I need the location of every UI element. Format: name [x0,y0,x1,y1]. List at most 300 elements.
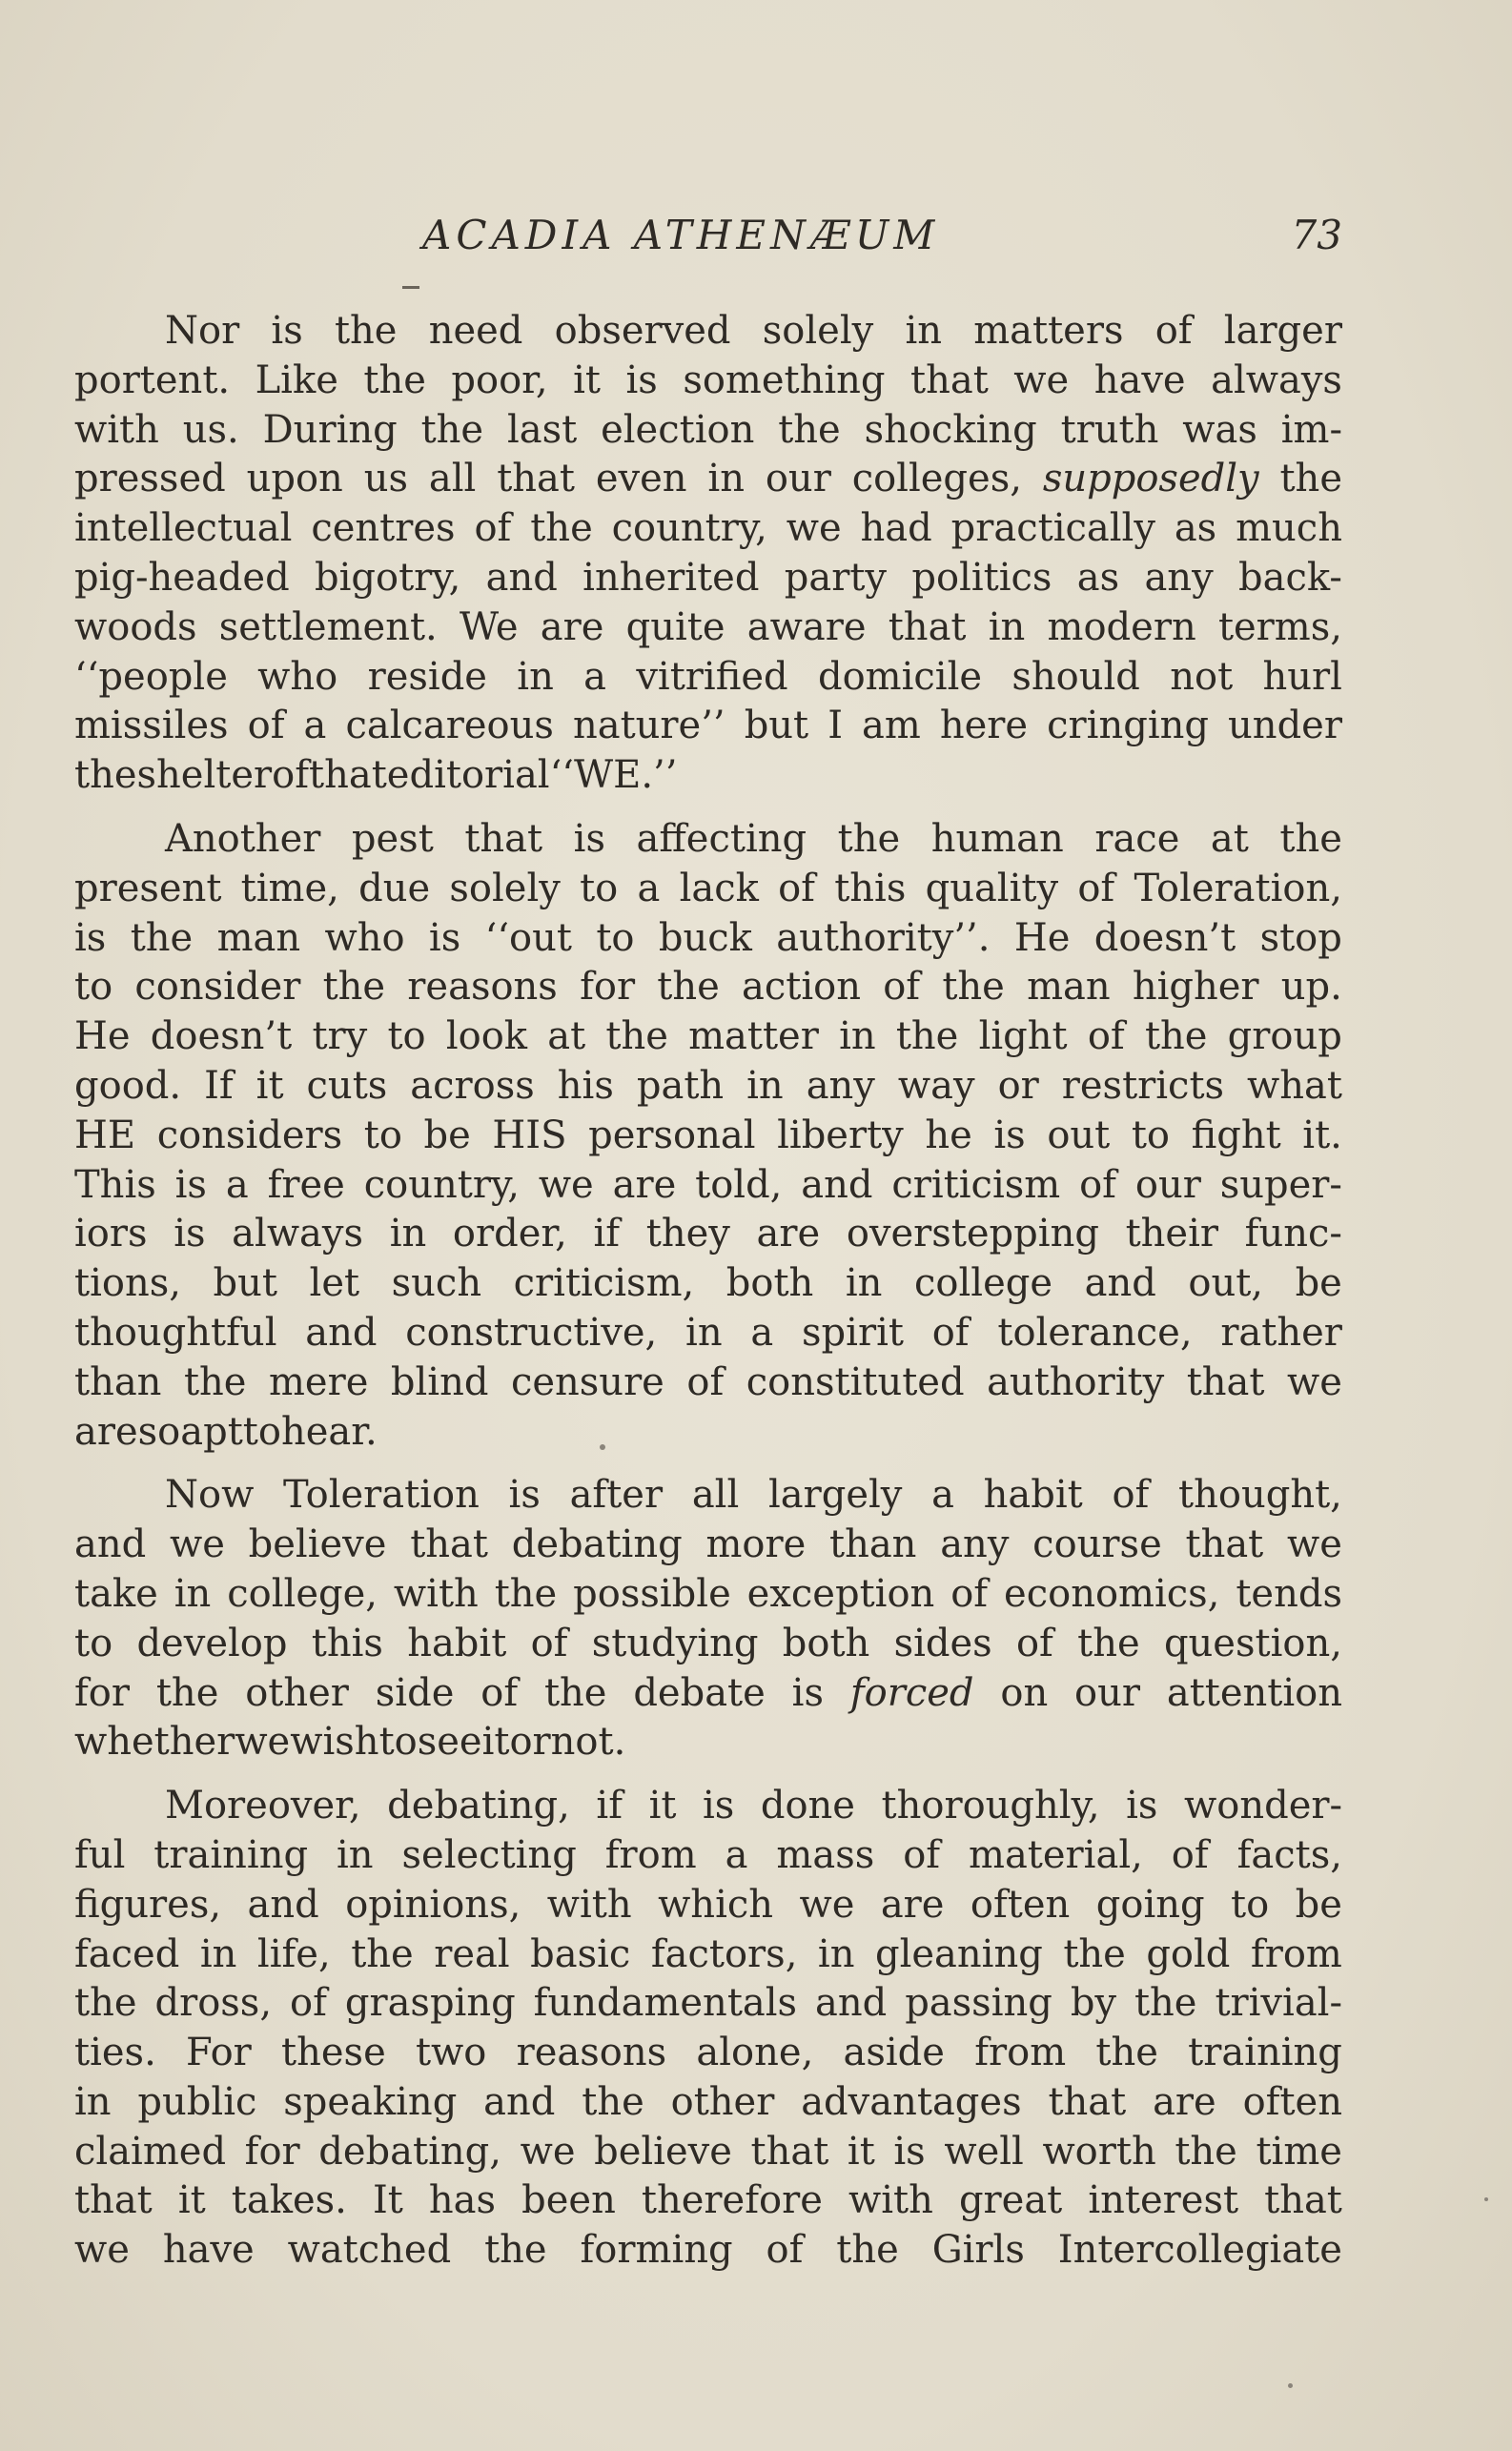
text-line [74,1012,1342,1062]
word: always [1211,357,1342,402]
word: it. [1302,1113,1342,1157]
word: look [445,1014,528,1059]
word: to [378,1720,418,1765]
word: college [914,1261,1053,1306]
word: of [1112,1473,1150,1518]
word: what [1247,1063,1342,1108]
word: the [420,407,484,452]
word: to [1131,1113,1170,1157]
text-line [74,2226,1342,2276]
word: the [322,965,386,1010]
word: and [247,1882,319,1927]
word: tolerance, [997,1310,1193,1355]
word: due [358,866,431,910]
word: of [1015,1621,1053,1665]
word: course [1032,1522,1162,1567]
text-line [74,702,1342,751]
word: reside [367,654,487,699]
word: He [1013,915,1071,960]
text-line [74,2029,1342,2078]
ink-speck [1484,2197,1488,2201]
word: of [1079,1162,1116,1207]
word: more [705,1522,807,1567]
word: cringing [1047,704,1209,748]
word: in [905,309,942,353]
word: something [683,357,886,402]
word: but [213,1261,277,1306]
word: Like [255,357,338,402]
word: is [993,1113,1026,1157]
word: not [1170,654,1234,699]
word: rather [1220,1310,1342,1355]
word: way [897,1063,975,1108]
word: a [303,704,327,748]
word: politics [911,555,1052,600]
word: apt [180,1409,243,1454]
word: super- [1219,1162,1342,1207]
word: pressed [74,457,226,501]
word: thoroughly, [881,1784,1100,1828]
word: factors, [650,1931,798,1976]
word: in [74,2079,112,2124]
word: the [1077,1621,1140,1665]
word: gleaning [874,1931,1043,1976]
word: are [74,1409,138,1454]
word: that [74,2178,153,2223]
text-line [74,1112,1342,1161]
word: personal [588,1113,756,1157]
word: a [637,866,661,910]
text-line [74,653,1342,703]
word: was [1182,407,1257,452]
word: from [604,1832,697,1877]
word: the [484,2228,547,2273]
word: intellectual [74,506,293,551]
word: cuts [306,1063,388,1108]
word: the [778,407,841,452]
word: should [1011,654,1140,699]
word: basic [530,1931,631,1976]
word: habit [407,1621,507,1665]
word: the [155,1670,219,1715]
word: of [1154,309,1193,353]
word: fundamentals [533,1981,798,2026]
word: takes. [231,2178,347,2223]
word: practically [950,506,1155,551]
word: forced [849,1670,974,1715]
word: to [1231,1882,1270,1927]
word: wish [290,1720,379,1765]
word: let [309,1261,360,1306]
word: of [290,1981,327,2026]
word: a [750,1310,774,1355]
word: of [950,1571,989,1616]
page-header [74,212,1342,269]
word: it [255,1063,284,1108]
word: with [393,1571,479,1616]
word: from [974,2031,1067,2075]
word: the [605,1014,668,1059]
word: both [725,1261,814,1306]
word: the [130,915,194,960]
text-line [74,357,1342,406]
word: have [162,2228,255,2273]
word: calcareous [345,704,554,748]
word: our [1134,1162,1201,1207]
word: time, [240,866,339,910]
word: of [1171,1832,1209,1877]
word: for [74,1670,131,1715]
word: our [1074,1670,1141,1715]
word: of [480,1670,519,1715]
word: This [74,1162,156,1207]
word: facts, [1236,1832,1342,1877]
word: vitrified [636,654,788,699]
text-line [74,865,1342,914]
word: in [174,1571,212,1616]
word: with [546,1882,632,1927]
word: supposedly [1042,457,1259,501]
word: the [1279,457,1342,501]
word: are [540,604,604,649]
word: shocking [864,407,1037,452]
word: Toleration [283,1473,480,1518]
text-line [74,1161,1342,1211]
word: we [169,1522,225,1567]
word: pest [351,816,434,861]
word: out [1047,1113,1111,1157]
word: the [363,357,426,402]
word: two [415,2031,487,2075]
word: debating, [318,2129,501,2174]
text-line [74,455,1342,504]
word: action [742,965,861,1010]
word: opinions, [345,1882,521,1927]
word: of [247,704,285,748]
word: even [595,457,687,501]
word: is [174,1162,207,1207]
word: in [817,1931,855,1976]
word: going [1095,1882,1205,1927]
word: upon [246,457,343,501]
word: and [485,555,558,600]
word: he [925,1113,972,1157]
text-line [74,307,1342,357]
paragraph [74,815,1342,1457]
word: consider [134,965,301,1010]
word: to [74,1621,113,1665]
word: college, [227,1571,378,1616]
word: in [845,1261,883,1306]
word: last [506,407,578,452]
word: not. [550,1720,626,1765]
word: a [931,1473,954,1518]
word: constructive, [405,1310,658,1355]
word: is [1126,1784,1158,1828]
word: centres [311,506,456,551]
text-line [74,406,1342,456]
word: modern [1047,604,1196,649]
text-line [74,1358,1342,1408]
body-text [74,307,1342,2290]
word: it [573,357,601,402]
word: country, [611,506,767,551]
word: buck [658,915,752,960]
paragraph [74,1782,1342,2276]
word: our [765,457,831,501]
word: that [1264,2178,1342,2223]
word: Another [165,816,321,861]
text-line [74,603,1342,653]
word: truth [1060,407,1159,452]
word: been [521,2178,616,2223]
word: in [707,457,745,501]
text-line [74,1570,1342,1620]
word: any [1144,555,1214,600]
word: and [815,1981,888,2026]
word: a [583,654,607,699]
word: thought, [1178,1473,1342,1518]
word: his [557,1063,614,1108]
word: stop [1259,915,1342,960]
word: human [930,816,1064,861]
word: out, [1188,1261,1264,1306]
word: He [74,1014,131,1059]
word: authority’’. [776,915,991,960]
word: to [596,915,635,960]
text-line [74,963,1342,1012]
word: criticism, [513,1261,695,1306]
word: bigotry, [315,555,461,600]
word: terms, [1217,604,1342,649]
word: training [1188,2031,1342,2075]
word: hear. [280,1409,378,1454]
word: is [893,2129,926,2174]
word: with [848,2178,933,2223]
word: on [1000,1670,1049,1715]
word: a [225,1162,249,1207]
word: by [1070,1981,1117,2026]
word: matters [973,309,1124,353]
word: is [573,816,605,861]
word: this [834,866,907,910]
word: at [1210,816,1249,861]
word: we [799,1882,855,1927]
word: criticism [891,1162,1061,1207]
word: we [74,2228,130,2273]
word: we [1287,1522,1342,1567]
word: and [305,1310,378,1355]
word: During [262,407,398,452]
word: ties. [74,2031,156,2075]
word: so [137,1409,181,1454]
word: for [580,965,636,1010]
word: of [903,1832,941,1877]
word: ful [74,1832,126,1877]
word: under [1228,704,1342,748]
word: advantages [801,2079,1022,2124]
word: is [702,1784,735,1828]
word: well [944,2129,1024,2174]
text-line [74,1062,1342,1112]
word: the [543,1670,607,1715]
text-line [74,2128,1342,2177]
word: it [481,1720,510,1765]
word: in [517,654,554,699]
word: in [839,1014,876,1059]
word: editorial [386,753,550,798]
running-title: ACADIA ATHENÆUM [422,212,940,258]
word: fight [1191,1113,1281,1157]
word: censure [510,1359,664,1404]
word: grasping [344,1981,516,2026]
text-line [74,1620,1342,1669]
word: inherited [582,555,760,600]
word: done [760,1784,855,1828]
word: selecting [401,1832,577,1877]
word: of [883,965,921,1010]
word: we [1013,357,1070,402]
word: faced [74,1931,180,1976]
word: im- [1280,407,1342,452]
word: question, [1163,1621,1342,1665]
word: that [309,753,387,798]
word: nature’’ [572,704,725,748]
paragraph [74,307,1342,801]
word: in [685,1310,723,1355]
word: shelter [136,753,273,798]
word: is [74,915,107,960]
word: it [648,1784,677,1828]
word: speaking [283,2079,458,2124]
word: from [1250,1931,1342,1976]
word: We [459,604,519,649]
word: after [569,1473,664,1518]
word: believe [594,2129,732,2174]
word: the [494,1571,558,1616]
word: debating, [387,1784,570,1828]
word: at [547,1014,586,1059]
word: see [417,1720,482,1765]
text-line [74,554,1342,603]
word: therefore [641,2178,823,2223]
word: side [375,1670,455,1715]
word: HE [74,1113,136,1157]
text-line [74,1782,1342,1831]
word: exception [746,1571,935,1616]
word: reasons [407,965,558,1010]
word: man [1027,965,1111,1010]
word: overstepping [846,1212,1099,1256]
word: that [1185,1522,1264,1567]
text-line [74,1521,1342,1570]
word: quite [625,604,725,649]
word: that [410,1522,488,1567]
word: that [1048,2079,1127,2124]
word: path [636,1063,725,1108]
word: spirit [802,1310,904,1355]
word: and [483,2079,556,2124]
word: but [744,704,809,748]
word: considers [156,1113,343,1157]
word: the [183,1359,247,1404]
word: Girls [931,2228,1025,2273]
word: often [1242,2079,1342,2124]
word: present [74,866,222,910]
word: which [658,1882,774,1927]
word: of [931,1310,970,1355]
word: ‘‘out [484,915,572,960]
word: For [186,2031,252,2075]
word: hurl [1262,654,1342,699]
word: sides [893,1621,992,1665]
word: aware [746,604,867,649]
word: try [312,1014,368,1059]
word: such [391,1261,482,1306]
text-line [74,1718,1342,1767]
word: interest [1088,2178,1239,2223]
word: to [74,965,113,1010]
word: any [940,1522,1010,1567]
word: is [174,1212,206,1256]
paragraph [74,1471,1342,1767]
word: thoughtful [74,1310,277,1355]
word: has [428,2178,497,2223]
word: life, [256,1931,331,1976]
word: have [1093,357,1186,402]
word: doesn’t [1093,915,1236,960]
text-line [74,1259,1342,1309]
word: ‘‘people [74,654,228,699]
word: if [596,1784,623,1828]
text-line [74,1471,1342,1521]
word: party [784,555,888,600]
word: they [645,1212,730,1256]
word: Moreover, [165,1784,361,1828]
word: the [74,1981,137,2026]
word: economics, [1004,1571,1220,1616]
word: back- [1238,555,1342,600]
word: iors [74,1212,148,1256]
text-line [74,1309,1342,1358]
word: always [232,1212,364,1256]
word: pig-headed [74,555,290,600]
word: gold [1146,1931,1231,1976]
word: and [1084,1261,1156,1306]
word: be [423,1113,471,1157]
word: the [895,1014,959,1059]
word: of [1077,866,1115,910]
text-line [74,1669,1342,1719]
word: the [530,506,593,551]
word: who [257,654,338,699]
word: than [829,1522,917,1567]
word: to [580,866,619,910]
word: other [245,1670,349,1715]
word: the [1175,2129,1237,2174]
word: worth [1042,2129,1156,2174]
word: race [1094,816,1180,861]
word: the [657,965,720,1010]
word: debating [511,1522,683,1567]
word: mere [268,1359,369,1404]
word: order, [452,1212,567,1256]
word: liberty [777,1113,904,1157]
word: the [1279,816,1342,861]
word: forming [580,2228,733,2273]
text-line [74,914,1342,964]
word: take [74,1571,158,1616]
